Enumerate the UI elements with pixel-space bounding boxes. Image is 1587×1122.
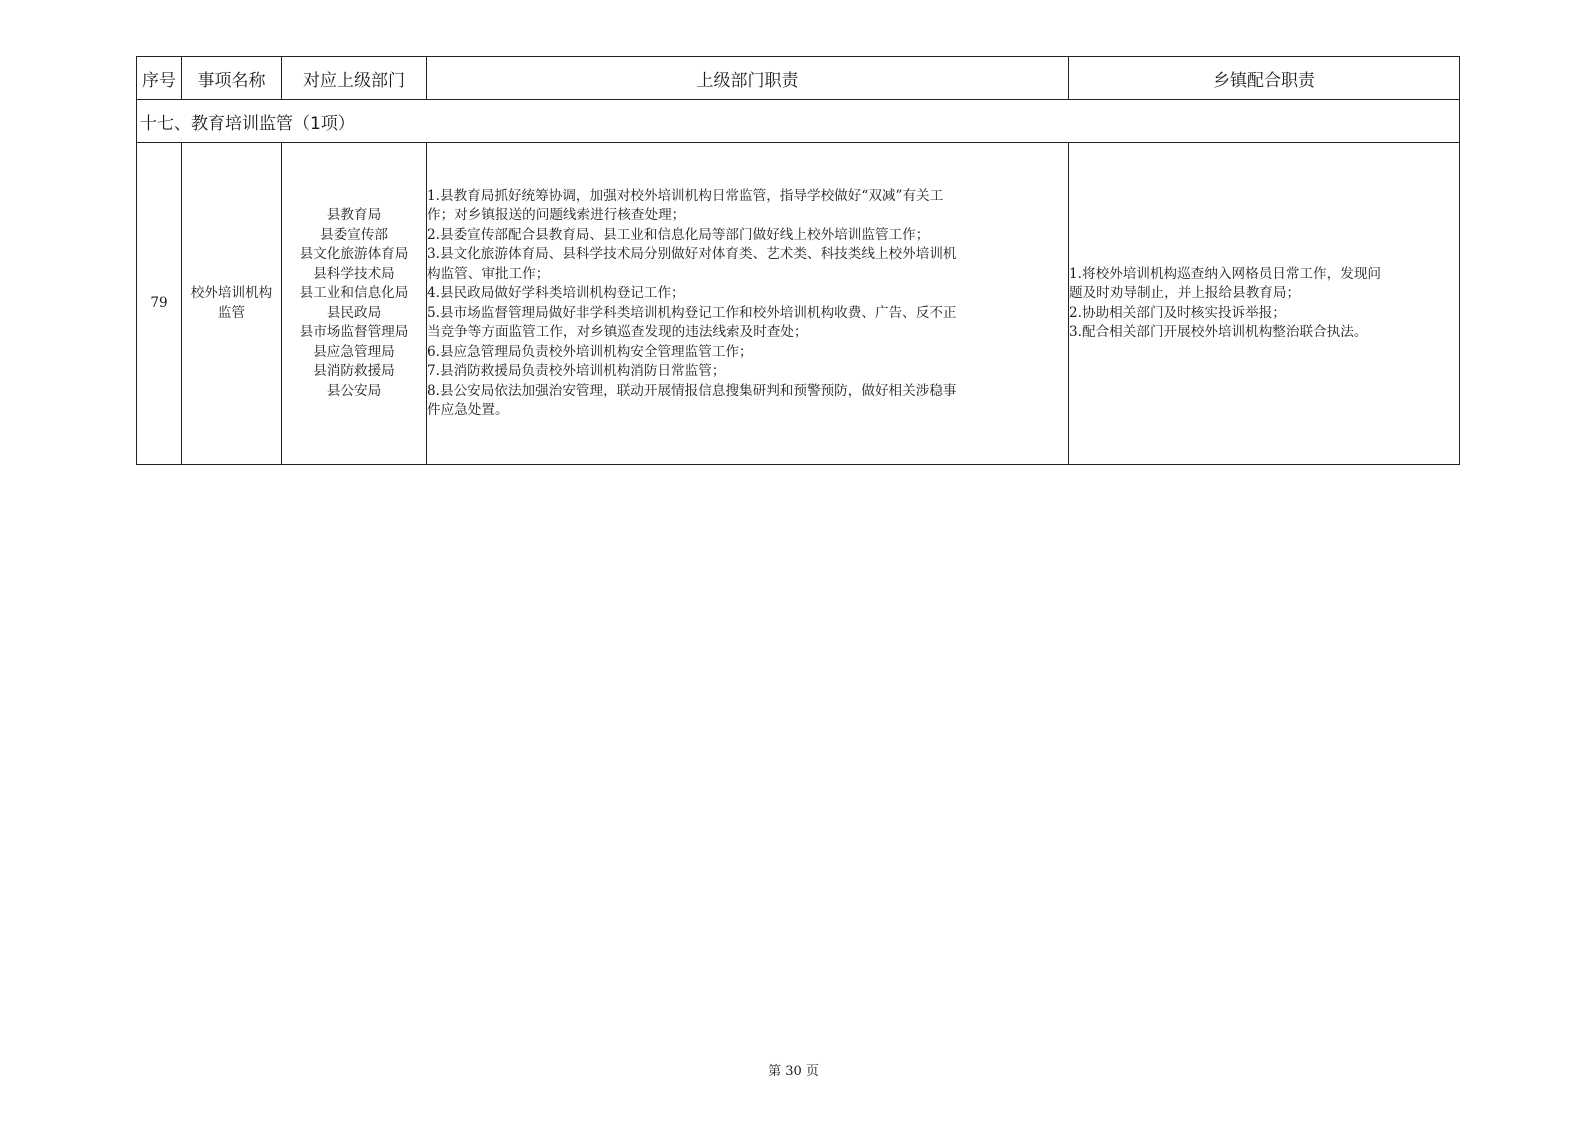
header-seq: 序号: [137, 57, 182, 100]
department-line: 县文化旅游体育局: [299, 246, 409, 262]
table-header-row: [137, 57, 1460, 100]
duty-line: 件应急处置。: [427, 402, 509, 418]
duty-line: 7.县消防救援局负责校外培训机构消防日常监管；: [427, 363, 726, 379]
duty-line: 6.县应急管理局负责校外培训机构安全管理监管工作；: [427, 343, 753, 360]
duty-line: 当竞争等方面监管工作，对乡镇巡查发现的违法线索及时查处；: [427, 324, 808, 340]
table-row: [137, 143, 1460, 465]
duty-line: 8.县公安局依法加强治安管理，联动开展情报信息搜集研判和预警预防，做好相关涉稳事: [427, 382, 957, 399]
town-duty-line: 题及时劝导制止，并上报给县教育局；: [1069, 285, 1301, 301]
town-duty-line: 1.将校外培训机构巡查纳入网格员日常工作，发现问: [1069, 265, 1382, 282]
row-item-name: [182, 143, 282, 465]
department-line: 县委宣传部: [320, 226, 388, 243]
page-number: 第 30 页: [768, 1064, 819, 1079]
department-line: 县市场监督管理局: [299, 324, 409, 340]
row-departments: [282, 143, 427, 465]
item-name-line: 监管: [217, 304, 246, 321]
town-duty-line: 3.配合相关部门开展校外培训机构整治联合执法。: [1069, 324, 1368, 340]
duty-line: 5.县市场监督管理局做好非学科类培训机构登记工作和校外培训机构收费、广告、反不正: [427, 304, 957, 321]
duty-line: 2.县委宣传部配合县教育局、县工业和信息化局等部门做好线上校外培训监管工作；: [427, 226, 930, 243]
section-title: 十七、教育培训监管（1项）: [137, 100, 1460, 143]
department-line: 县科学技术局: [313, 265, 395, 282]
header-superior-dept: 对应上级部门: [282, 57, 427, 100]
header-superior-duty: 上级部门职责: [427, 57, 1069, 100]
department-line: 县民政局: [326, 304, 382, 321]
header-item-name: 事项名称: [182, 57, 282, 100]
row-superior-duty: [427, 143, 1069, 465]
section-row: [137, 100, 1460, 143]
duty-table: [136, 56, 1460, 465]
header-town-duty: 乡镇配合职责: [1069, 57, 1460, 100]
duty-line: 3.县文化旅游体育局、县科学技术局分别做好对体育类、艺术类、科技类线上校外培训机: [427, 246, 957, 262]
item-name-line: 校外培训机构: [190, 285, 273, 301]
department-line: 县应急管理局: [313, 343, 395, 360]
duty-line: 构监管、审批工作；: [427, 265, 550, 282]
row-seq: 79: [137, 143, 182, 465]
department-line: 县教育局: [326, 207, 382, 223]
town-duty-line: 2.协助相关部门及时核实投诉举报；: [1069, 304, 1286, 321]
duty-line: 4.县民政局做好学科类培训机构登记工作；: [427, 285, 685, 301]
department-line: 县工业和信息化局: [299, 285, 409, 301]
duty-line: 作；对乡镇报送的问题线索进行核查处理；: [427, 207, 686, 223]
department-line: 县公安局: [326, 382, 382, 399]
row-town-duty: [1069, 143, 1460, 465]
department-line: 县消防救援局: [313, 363, 395, 379]
duty-line: 1.县教育局抓好统筹协调，加强对校外培训机构日常监管，指导学校做好“双减”有关工: [427, 187, 944, 204]
